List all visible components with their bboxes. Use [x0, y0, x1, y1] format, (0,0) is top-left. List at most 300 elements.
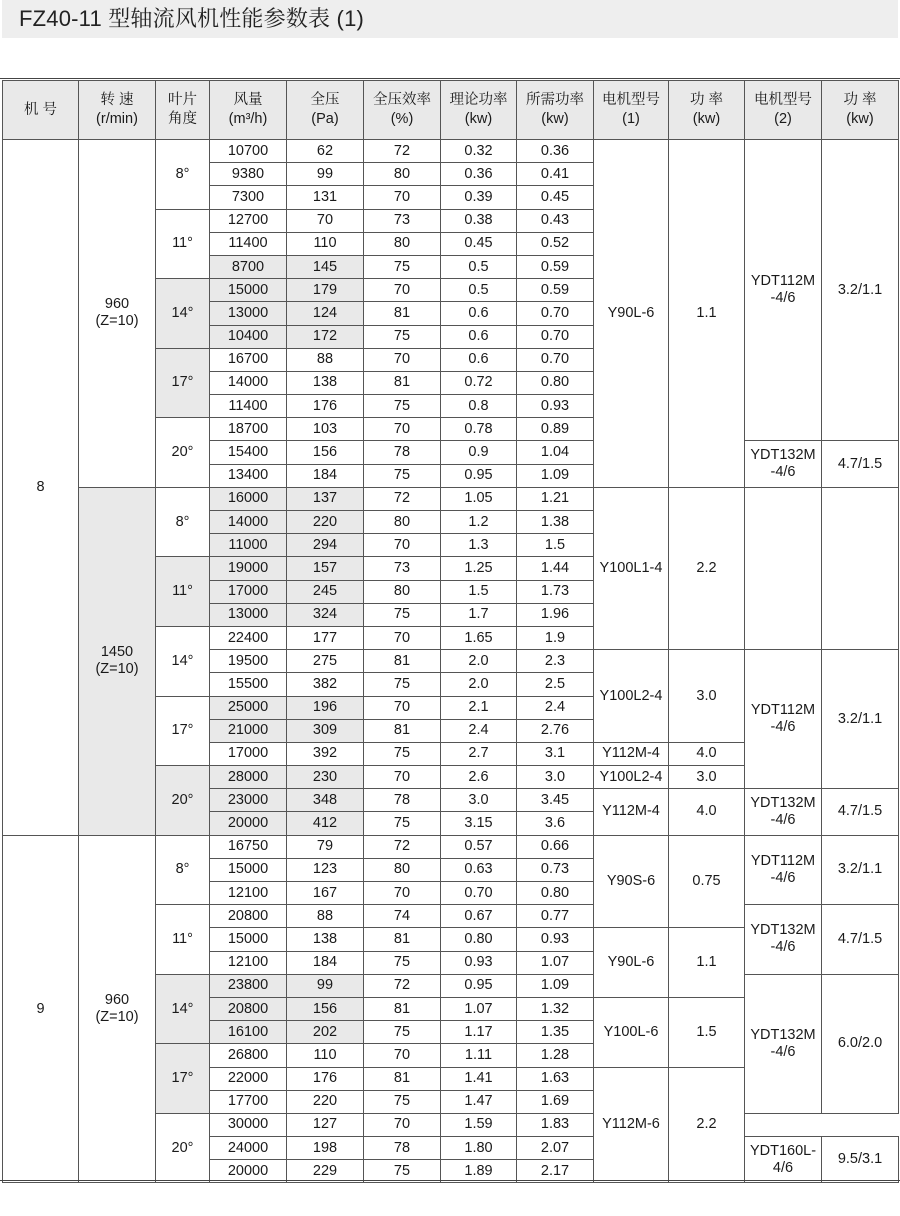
- required-power-cell: 1.09: [517, 974, 594, 997]
- required-power-cell: 1.28: [517, 1044, 594, 1067]
- pressure-cell: 79: [287, 835, 364, 858]
- efficiency-cell: 70: [364, 766, 441, 789]
- pressure-cell: 176: [287, 1067, 364, 1090]
- flow-cell: 9380: [210, 163, 287, 186]
- theoretical-power-cell: 0.32: [441, 140, 517, 163]
- blade-angle-11: 11°: [156, 209, 210, 279]
- blade-angle-14: 14°: [156, 626, 210, 696]
- pressure-cell: 245: [287, 580, 364, 603]
- flow-cell: 11400: [210, 395, 287, 418]
- efficiency-cell: 70: [364, 418, 441, 441]
- theoretical-power-cell: 0.39: [441, 186, 517, 209]
- theoretical-power-cell: 0.63: [441, 858, 517, 881]
- blade-angle-20: 20°: [156, 766, 210, 836]
- pressure-cell: 198: [287, 1137, 364, 1160]
- efficiency-cell: 70: [364, 882, 441, 905]
- header-efficiency: 全压效率 (%): [364, 81, 441, 140]
- pressure-cell: 88: [287, 905, 364, 928]
- required-power-cell: 1.96: [517, 603, 594, 626]
- efficiency-cell: 75: [364, 1021, 441, 1044]
- theoretical-power-cell: 0.93: [441, 951, 517, 974]
- power-2-cell: 4.7/1.5: [822, 789, 899, 835]
- flow-cell: 26800: [210, 1044, 287, 1067]
- power-2-cell: 6.0/2.0: [822, 974, 899, 1113]
- power-1-cell: 1.5: [669, 997, 745, 1067]
- speed-1450: 1450 (Z=10): [79, 487, 156, 835]
- blade-angle-8: 8°: [156, 835, 210, 905]
- required-power-cell: 1.21: [517, 487, 594, 510]
- pressure-cell: 202: [287, 1021, 364, 1044]
- motor-2-cell: YDT112M -4/6: [745, 650, 822, 789]
- pressure-cell: 88: [287, 348, 364, 371]
- theoretical-power-cell: 3.15: [441, 812, 517, 835]
- efficiency-cell: 81: [364, 650, 441, 673]
- pressure-cell: 392: [287, 742, 364, 765]
- motor-2-cell: YDT132M -4/6: [745, 974, 822, 1113]
- theoretical-power-cell: 2.6: [441, 766, 517, 789]
- theoretical-power-cell: 0.36: [441, 163, 517, 186]
- required-power-cell: 1.5: [517, 534, 594, 557]
- theoretical-power-cell: 0.9: [441, 441, 517, 464]
- motor-2-cell: YDT160L- 4/6: [745, 1137, 822, 1183]
- efficiency-cell: 70: [364, 626, 441, 649]
- required-power-cell: 2.76: [517, 719, 594, 742]
- required-power-cell: 1.73: [517, 580, 594, 603]
- efficiency-cell: 74: [364, 905, 441, 928]
- flow-cell: 15400: [210, 441, 287, 464]
- flow-cell: 10700: [210, 140, 287, 163]
- efficiency-cell: 80: [364, 858, 441, 881]
- power-1-cell: 1.1: [669, 140, 745, 488]
- pressure-cell: 275: [287, 650, 364, 673]
- pressure-cell: 167: [287, 882, 364, 905]
- table-row: [3, 140, 899, 163]
- pressure-cell: 99: [287, 163, 364, 186]
- blade-angle-17: 17°: [156, 1044, 210, 1114]
- motor-1-cell: Y112M-4: [594, 742, 669, 765]
- pressure-cell: 177: [287, 626, 364, 649]
- required-power-cell: 0.59: [517, 255, 594, 278]
- motor-1-cell: Y100L1-4: [594, 487, 669, 649]
- pressure-cell: 309: [287, 719, 364, 742]
- header-theoretical-power: 理论功率 (kw): [441, 81, 517, 140]
- header-required-power: 所需功率 (kw): [517, 81, 594, 140]
- theoretical-power-cell: 0.5: [441, 255, 517, 278]
- required-power-cell: 0.89: [517, 418, 594, 441]
- pressure-cell: 220: [287, 1090, 364, 1113]
- required-power-cell: 0.80: [517, 882, 594, 905]
- pressure-cell: 103: [287, 418, 364, 441]
- speed-960: 960 (Z=10): [79, 140, 156, 488]
- required-power-cell: 3.0: [517, 766, 594, 789]
- page-title: FZ40-11 型轴流风机性能参数表 (1): [19, 6, 365, 31]
- pressure-cell: 220: [287, 511, 364, 534]
- pressure-cell: 294: [287, 534, 364, 557]
- required-power-cell: 0.41: [517, 163, 594, 186]
- power-2-cell: 4.7/1.5: [822, 441, 899, 487]
- efficiency-cell: 72: [364, 974, 441, 997]
- required-power-cell: 0.70: [517, 348, 594, 371]
- theoretical-power-cell: 0.95: [441, 974, 517, 997]
- power-2-cell: 9.5/3.1: [822, 1137, 899, 1183]
- header-power-1: 功 率 (kw): [669, 81, 745, 140]
- header-row: [3, 81, 899, 140]
- efficiency-cell: 80: [364, 580, 441, 603]
- required-power-cell: 1.09: [517, 464, 594, 487]
- theoretical-power-cell: 0.78: [441, 418, 517, 441]
- pressure-cell: 324: [287, 603, 364, 626]
- blade-angle-11: 11°: [156, 905, 210, 975]
- required-power-cell: 1.38: [517, 511, 594, 534]
- flow-cell: 24000: [210, 1137, 287, 1160]
- pressure-cell: 127: [287, 1113, 364, 1136]
- efficiency-cell: 81: [364, 719, 441, 742]
- theoretical-power-cell: 0.8: [441, 395, 517, 418]
- efficiency-cell: 75: [364, 673, 441, 696]
- theoretical-power-cell: 0.6: [441, 325, 517, 348]
- power-2-empty: [822, 487, 899, 649]
- theoretical-power-cell: 1.11: [441, 1044, 517, 1067]
- required-power-cell: 0.70: [517, 302, 594, 325]
- theoretical-power-cell: 2.0: [441, 673, 517, 696]
- pressure-cell: 124: [287, 302, 364, 325]
- efficiency-cell: 75: [364, 395, 441, 418]
- theoretical-power-cell: 0.45: [441, 232, 517, 255]
- pressure-cell: 62: [287, 140, 364, 163]
- pressure-cell: 110: [287, 1044, 364, 1067]
- power-2-cell: 3.2/1.1: [822, 650, 899, 789]
- header-motor-1: 电机型号 (1): [594, 81, 669, 140]
- theoretical-power-cell: 0.67: [441, 905, 517, 928]
- header-blade-angle: 叶片 角度: [156, 81, 210, 140]
- pressure-cell: 230: [287, 766, 364, 789]
- flow-cell: 20800: [210, 905, 287, 928]
- required-power-cell: 3.45: [517, 789, 594, 812]
- power-1-cell: 1.1: [669, 928, 745, 998]
- flow-cell: 17000: [210, 580, 287, 603]
- theoretical-power-cell: 1.80: [441, 1137, 517, 1160]
- required-power-cell: 1.69: [517, 1090, 594, 1113]
- flow-cell: 19500: [210, 650, 287, 673]
- flow-cell: 12700: [210, 209, 287, 232]
- flow-cell: 20000: [210, 812, 287, 835]
- efficiency-cell: 75: [364, 951, 441, 974]
- efficiency-cell: 80: [364, 511, 441, 534]
- efficiency-cell: 80: [364, 163, 441, 186]
- required-power-cell: 0.93: [517, 395, 594, 418]
- efficiency-cell: 81: [364, 997, 441, 1020]
- theoretical-power-cell: 0.6: [441, 302, 517, 325]
- required-power-cell: 1.35: [517, 1021, 594, 1044]
- pressure-cell: 156: [287, 441, 364, 464]
- motor-2-cell: YDT132M -4/6: [745, 905, 822, 975]
- motor-1-cell: Y90S-6: [594, 835, 669, 928]
- efficiency-cell: 75: [364, 603, 441, 626]
- theoretical-power-cell: 1.41: [441, 1067, 517, 1090]
- efficiency-cell: 75: [364, 812, 441, 835]
- power-1-cell: 4.0: [669, 742, 745, 765]
- motor-1-cell: Y100L-6: [594, 997, 669, 1067]
- theoretical-power-cell: 1.47: [441, 1090, 517, 1113]
- efficiency-cell: 78: [364, 1137, 441, 1160]
- blade-angle-14: 14°: [156, 974, 210, 1044]
- efficiency-cell: 70: [364, 1044, 441, 1067]
- required-power-cell: 2.3: [517, 650, 594, 673]
- table-row: [3, 835, 899, 858]
- power-2-cell: 3.2/1.1: [822, 835, 899, 905]
- required-power-cell: 3.6: [517, 812, 594, 835]
- pressure-cell: 138: [287, 928, 364, 951]
- theoretical-power-cell: 1.65: [441, 626, 517, 649]
- power-1-cell: 2.2: [669, 487, 745, 649]
- motor-1-cell: Y112M-4: [594, 789, 669, 835]
- pressure-cell: 179: [287, 279, 364, 302]
- flow-cell: 11400: [210, 232, 287, 255]
- motor-2-empty: [745, 487, 822, 649]
- efficiency-cell: 70: [364, 534, 441, 557]
- motor-1-cell: Y90L-6: [594, 140, 669, 488]
- pressure-cell: 110: [287, 232, 364, 255]
- flow-cell: 12100: [210, 951, 287, 974]
- flow-cell: 7300: [210, 186, 287, 209]
- pressure-cell: 137: [287, 487, 364, 510]
- required-power-cell: 0.77: [517, 905, 594, 928]
- pressure-cell: 99: [287, 974, 364, 997]
- speed-960: 960 (Z=10): [79, 835, 156, 1183]
- required-power-cell: 0.59: [517, 279, 594, 302]
- motor-1-cell: Y112M-6: [594, 1067, 669, 1183]
- efficiency-cell: 75: [364, 255, 441, 278]
- flow-cell: 15500: [210, 673, 287, 696]
- flow-cell: 20000: [210, 1160, 287, 1183]
- flow-cell: 23000: [210, 789, 287, 812]
- required-power-cell: 0.36: [517, 140, 594, 163]
- required-power-cell: 2.4: [517, 696, 594, 719]
- efficiency-cell: 80: [364, 232, 441, 255]
- flow-cell: 18700: [210, 418, 287, 441]
- theoretical-power-cell: 2.7: [441, 742, 517, 765]
- efficiency-cell: 70: [364, 279, 441, 302]
- flow-cell: 11000: [210, 534, 287, 557]
- theoretical-power-cell: 0.70: [441, 882, 517, 905]
- flow-cell: 17700: [210, 1090, 287, 1113]
- pressure-cell: 172: [287, 325, 364, 348]
- flow-cell: 25000: [210, 696, 287, 719]
- efficiency-cell: 78: [364, 441, 441, 464]
- flow-cell: 15000: [210, 279, 287, 302]
- pressure-cell: 229: [287, 1160, 364, 1183]
- power-1-cell: 3.0: [669, 766, 745, 789]
- theoretical-power-cell: 1.89: [441, 1160, 517, 1183]
- theoretical-power-cell: 0.57: [441, 835, 517, 858]
- efficiency-cell: 72: [364, 140, 441, 163]
- efficiency-cell: 81: [364, 371, 441, 394]
- flow-cell: 14000: [210, 371, 287, 394]
- pressure-cell: 123: [287, 858, 364, 881]
- pressure-cell: 412: [287, 812, 364, 835]
- theoretical-power-cell: 1.7: [441, 603, 517, 626]
- blade-angle-17: 17°: [156, 696, 210, 766]
- power-1-cell: 4.0: [669, 789, 745, 835]
- required-power-cell: 0.93: [517, 928, 594, 951]
- required-power-cell: 1.83: [517, 1113, 594, 1136]
- power-1-cell: 0.75: [669, 835, 745, 928]
- theoretical-power-cell: 0.72: [441, 371, 517, 394]
- flow-cell: 13000: [210, 603, 287, 626]
- required-power-cell: 2.07: [517, 1137, 594, 1160]
- pressure-cell: 70: [287, 209, 364, 232]
- motor-2-cell: YDT132M -4/6: [745, 441, 822, 487]
- flow-cell: 23800: [210, 974, 287, 997]
- power-2-cell: 4.7/1.5: [822, 905, 899, 975]
- theoretical-power-cell: 3.0: [441, 789, 517, 812]
- efficiency-cell: 78: [364, 789, 441, 812]
- required-power-cell: 3.1: [517, 742, 594, 765]
- power-2-cell: 3.2/1.1: [822, 140, 899, 441]
- power-1-cell: 3.0: [669, 650, 745, 743]
- pressure-cell: 156: [287, 997, 364, 1020]
- efficiency-cell: 73: [364, 209, 441, 232]
- power-1-cell: 2.2: [669, 1067, 745, 1183]
- efficiency-cell: 75: [364, 1090, 441, 1113]
- required-power-cell: 0.45: [517, 186, 594, 209]
- blade-angle-20: 20°: [156, 1113, 210, 1183]
- efficiency-cell: 75: [364, 464, 441, 487]
- efficiency-cell: 75: [364, 1160, 441, 1183]
- required-power-cell: 0.52: [517, 232, 594, 255]
- flow-cell: 13000: [210, 302, 287, 325]
- pressure-cell: 176: [287, 395, 364, 418]
- theoretical-power-cell: 2.4: [441, 719, 517, 742]
- efficiency-cell: 75: [364, 325, 441, 348]
- flow-cell: 22000: [210, 1067, 287, 1090]
- required-power-cell: 0.66: [517, 835, 594, 858]
- performance-table: [2, 80, 899, 1183]
- motor-2-cell: YDT112M -4/6: [745, 140, 822, 441]
- pressure-cell: 157: [287, 557, 364, 580]
- required-power-cell: 1.63: [517, 1067, 594, 1090]
- pressure-cell: 382: [287, 673, 364, 696]
- flow-cell: 21000: [210, 719, 287, 742]
- required-power-cell: 1.9: [517, 626, 594, 649]
- theoretical-power-cell: 1.07: [441, 997, 517, 1020]
- pressure-cell: 184: [287, 464, 364, 487]
- efficiency-cell: 81: [364, 302, 441, 325]
- blade-angle-20: 20°: [156, 418, 210, 488]
- blade-angle-8: 8°: [156, 140, 210, 210]
- pressure-cell: 184: [287, 951, 364, 974]
- title-bar: [2, 0, 898, 38]
- flow-cell: 20800: [210, 997, 287, 1020]
- flow-cell: 16000: [210, 487, 287, 510]
- efficiency-cell: 70: [364, 186, 441, 209]
- flow-cell: 17000: [210, 742, 287, 765]
- efficiency-cell: 70: [364, 696, 441, 719]
- header-power-2: 功 率 (kw): [822, 81, 899, 140]
- blade-angle-17: 17°: [156, 348, 210, 418]
- flow-cell: 15000: [210, 928, 287, 951]
- theoretical-power-cell: 2.1: [441, 696, 517, 719]
- motor-2-cell: YDT112M -4/6: [745, 835, 822, 905]
- machine-number-9: 9: [3, 835, 79, 1183]
- table-row: [3, 487, 899, 510]
- efficiency-cell: 81: [364, 928, 441, 951]
- flow-cell: 10400: [210, 325, 287, 348]
- header-flow: 风量 (m³/h): [210, 81, 287, 140]
- efficiency-cell: 73: [364, 557, 441, 580]
- theoretical-power-cell: 1.59: [441, 1113, 517, 1136]
- bottom-rule: [0, 1180, 900, 1181]
- efficiency-cell: 70: [364, 348, 441, 371]
- required-power-cell: 1.44: [517, 557, 594, 580]
- flow-cell: 12100: [210, 882, 287, 905]
- theoretical-power-cell: 2.0: [441, 650, 517, 673]
- pressure-cell: 196: [287, 696, 364, 719]
- theoretical-power-cell: 1.3: [441, 534, 517, 557]
- top-rule: [0, 78, 900, 79]
- efficiency-cell: 81: [364, 1067, 441, 1090]
- flow-cell: 28000: [210, 766, 287, 789]
- efficiency-cell: 70: [364, 1113, 441, 1136]
- motor-1-cell: Y90L-6: [594, 928, 669, 998]
- required-power-cell: 0.70: [517, 325, 594, 348]
- flow-cell: 13400: [210, 464, 287, 487]
- pressure-cell: 138: [287, 371, 364, 394]
- theoretical-power-cell: 1.25: [441, 557, 517, 580]
- motor-1-cell: Y100L2-4: [594, 650, 669, 743]
- pressure-cell: 131: [287, 186, 364, 209]
- theoretical-power-cell: 0.38: [441, 209, 517, 232]
- flow-cell: 14000: [210, 511, 287, 534]
- theoretical-power-cell: 1.2: [441, 511, 517, 534]
- header-speed: 转 速 (r/min): [79, 81, 156, 140]
- blade-angle-8: 8°: [156, 487, 210, 557]
- efficiency-cell: 72: [364, 487, 441, 510]
- required-power-cell: 1.07: [517, 951, 594, 974]
- machine-number-8: 8: [3, 140, 79, 836]
- header-pressure: 全压 (Pa): [287, 81, 364, 140]
- required-power-cell: 0.43: [517, 209, 594, 232]
- motor-1-cell: Y100L2-4: [594, 766, 669, 789]
- required-power-cell: 0.80: [517, 371, 594, 394]
- flow-cell: 16700: [210, 348, 287, 371]
- required-power-cell: 2.5: [517, 673, 594, 696]
- flow-cell: 16100: [210, 1021, 287, 1044]
- efficiency-cell: 72: [364, 835, 441, 858]
- blade-angle-14: 14°: [156, 279, 210, 349]
- flow-cell: 16750: [210, 835, 287, 858]
- theoretical-power-cell: 0.5: [441, 279, 517, 302]
- pressure-cell: 348: [287, 789, 364, 812]
- theoretical-power-cell: 1.5: [441, 580, 517, 603]
- header-motor-2: 电机型号 (2): [745, 81, 822, 140]
- required-power-cell: 0.73: [517, 858, 594, 881]
- flow-cell: 15000: [210, 858, 287, 881]
- flow-cell: 8700: [210, 255, 287, 278]
- required-power-cell: 2.17: [517, 1160, 594, 1183]
- required-power-cell: 1.04: [517, 441, 594, 464]
- flow-cell: 30000: [210, 1113, 287, 1136]
- theoretical-power-cell: 1.17: [441, 1021, 517, 1044]
- blade-angle-11: 11°: [156, 557, 210, 627]
- theoretical-power-cell: 0.80: [441, 928, 517, 951]
- header-machine: 机 号: [3, 81, 79, 140]
- theoretical-power-cell: 0.6: [441, 348, 517, 371]
- pressure-cell: 145: [287, 255, 364, 278]
- required-power-cell: 1.32: [517, 997, 594, 1020]
- flow-cell: 19000: [210, 557, 287, 580]
- theoretical-power-cell: 0.95: [441, 464, 517, 487]
